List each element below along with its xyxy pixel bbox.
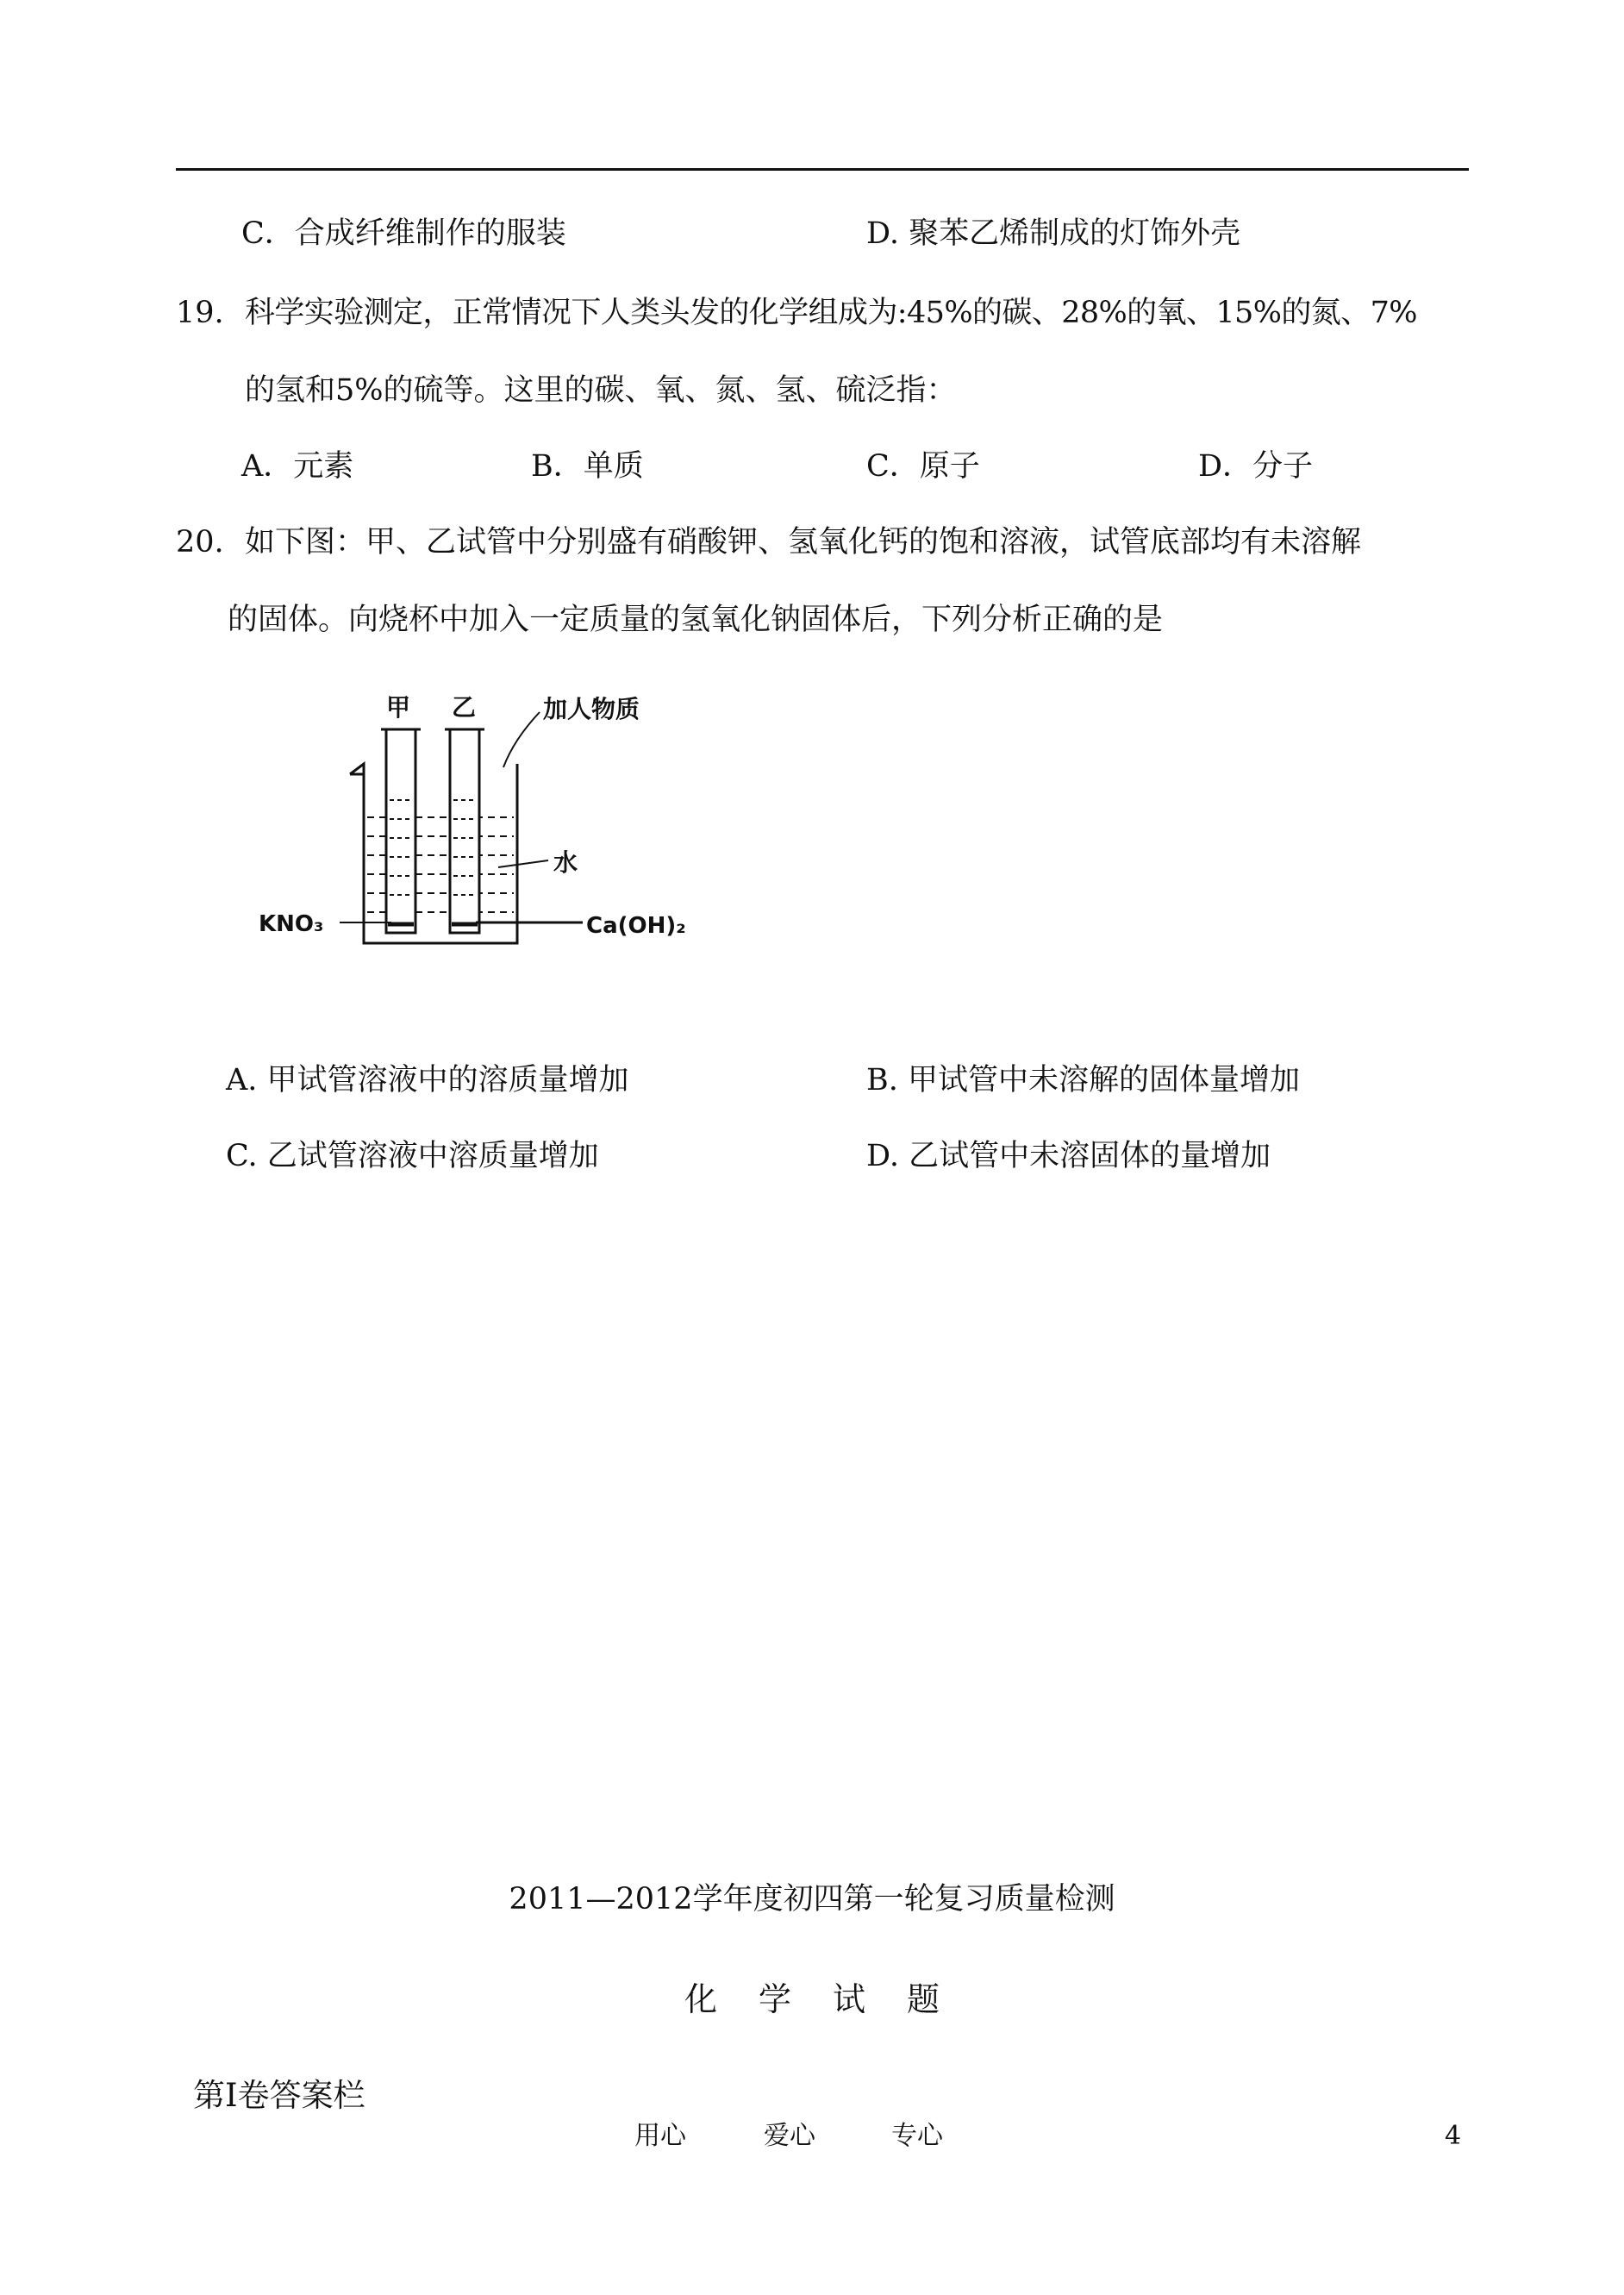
label-jia: 甲 <box>386 693 411 722</box>
label-yi: 乙 <box>452 693 477 722</box>
q19-stem-line2: 的氢和5%的硫等。这里的碳、氧、氮、氢、硫泛指： <box>245 373 957 408</box>
label-kno3: KNO₃ <box>259 911 324 937</box>
q20-number: 20. <box>176 525 224 560</box>
subject-char-1: 化 <box>684 1980 717 2018</box>
q19-number: 19. <box>176 296 224 330</box>
subject-char-3: 试 <box>833 1980 866 2018</box>
q18-option-d: D. 聚苯乙烯制成的灯饰外壳 <box>866 216 1241 251</box>
q19-stem-line1: 科学实验测定，正常情况下人类头发的化学组成为:45%的碳、28%的氧、15%的氮、7% <box>245 296 1417 330</box>
page-number: 4 <box>1445 2121 1462 2151</box>
q20-option-a: A. 甲试管溶液中的溶质量增加 <box>226 1063 629 1097</box>
q20-option-d: D. 乙试管中未溶固体的量增加 <box>866 1139 1271 1173</box>
subject-char-4: 题 <box>907 1980 940 2018</box>
label-water: 水 <box>553 848 578 877</box>
label-caoh2: Ca(OH)₂ <box>586 913 686 939</box>
exam-title: 2011—2012学年度初四第一轮复习质量检测 <box>509 1882 1115 1917</box>
footer-motto-3: 专心 <box>891 2121 943 2151</box>
answer-section-label: 第Ⅰ卷答案栏 <box>193 2077 365 2114</box>
q20-stem-line2: 的固体。向烧杯中加入一定质量的氢氧化钠固体后，下列分析正确的是 <box>228 603 1164 637</box>
q19-option-c: C．原子 <box>866 449 980 484</box>
subject-title <box>0 1980 1624 2018</box>
footer-motto-2: 爱心 <box>764 2121 815 2151</box>
q19-option-d: D．分子 <box>1198 449 1314 484</box>
q19-option-b: B．单质 <box>531 449 644 484</box>
subject-char-2: 学 <box>758 1980 791 2018</box>
beaker-test-tube-figure <box>255 688 703 957</box>
q20-option-b: B. 甲试管中未溶解的固体量增加 <box>866 1063 1300 1097</box>
q20-stem-line1: 如下图：甲、乙试管中分别盛有硝酸钾、氢氧化钙的饱和溶液，试管底部均有未溶解 <box>245 525 1362 560</box>
label-added-substance: 加人物质 <box>543 695 640 723</box>
q18-option-c: C．合成纤维制作的服装 <box>241 216 566 251</box>
footer-motto-1: 用心 <box>634 2121 686 2151</box>
header-rule <box>176 168 1469 171</box>
q19-option-a: A．元素 <box>241 449 354 484</box>
q20-option-c: C. 乙试管溶液中溶质量增加 <box>226 1139 599 1173</box>
